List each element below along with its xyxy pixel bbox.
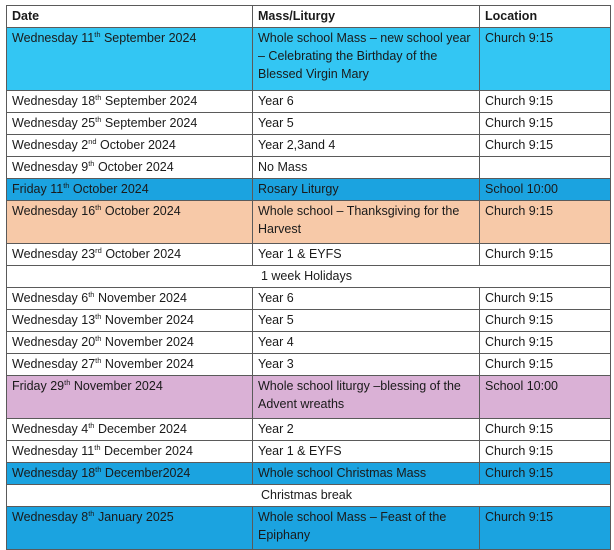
- mass-liturgy-cell: Rosary Liturgy: [253, 179, 480, 201]
- table-row: [7, 485, 611, 507]
- date-main: Wednesday 18: [12, 94, 96, 108]
- date-cell: [7, 310, 253, 332]
- date-month-year: December 2024: [94, 422, 187, 436]
- header-row: [7, 6, 611, 28]
- date-main: Wednesday 8: [12, 510, 89, 524]
- date-ordinal-suffix: th: [95, 114, 102, 124]
- table-row: [7, 157, 611, 179]
- date-cell: [7, 463, 253, 485]
- mass-liturgy-cell: Year 2,3and 4: [253, 135, 480, 157]
- location-cell: School 10:00: [480, 376, 611, 419]
- date-main: Friday 11: [12, 182, 64, 196]
- table-row: [7, 113, 611, 135]
- table-row: [7, 376, 611, 419]
- mass-liturgy-cell: Year 6: [253, 288, 480, 310]
- mass-liturgy-cell: Year 1 & EYFS: [253, 244, 480, 266]
- date-cell: [7, 179, 253, 201]
- date-month-year: October 2024: [69, 182, 149, 196]
- table-row: [7, 135, 611, 157]
- header-mass-liturgy: Mass/Liturgy: [253, 6, 480, 28]
- location-cell: [480, 157, 611, 179]
- location-cell: Church 9:15: [480, 135, 611, 157]
- date-month-year: September 2024: [101, 116, 198, 130]
- date-ordinal-suffix: th: [94, 442, 101, 452]
- date-cell: [7, 332, 253, 354]
- date-main: Wednesday 4: [12, 422, 89, 436]
- location-cell: School 10:00: [480, 179, 611, 201]
- location-cell: Church 9:15: [480, 244, 611, 266]
- date-main: Wednesday 20: [12, 335, 96, 349]
- date-cell: [7, 507, 253, 550]
- location-cell: Church 9:15: [480, 288, 611, 310]
- mass-schedule-table: [6, 5, 611, 550]
- table-row: [7, 332, 611, 354]
- date-ordinal-suffix: nd: [88, 136, 97, 146]
- table-row: [7, 419, 611, 441]
- date-cell: [7, 376, 253, 419]
- table-row: [7, 179, 611, 201]
- date-main: Wednesday 6: [12, 291, 89, 305]
- mass-liturgy-cell: Year 5: [253, 113, 480, 135]
- mass-liturgy-cell: No Mass: [253, 157, 480, 179]
- location-cell: Church 9:15: [480, 310, 611, 332]
- mass-liturgy-cell: Year 6: [253, 91, 480, 113]
- break-cell: Christmas break: [7, 485, 611, 507]
- date-ordinal-suffix: th: [95, 464, 102, 474]
- date-main: Wednesday 16: [12, 204, 96, 218]
- break-cell: 1 week Holidays: [7, 266, 611, 288]
- date-ordinal-suffix: rd: [95, 245, 102, 255]
- date-ordinal-suffix: th: [88, 508, 95, 518]
- date-cell: [7, 244, 253, 266]
- table-row: [7, 288, 611, 310]
- date-cell: [7, 157, 253, 179]
- mass-liturgy-cell: Whole school Christmas Mass: [253, 463, 480, 485]
- date-ordinal-suffix: th: [88, 420, 95, 430]
- date-ordinal-suffix: th: [95, 333, 102, 343]
- date-cell: [7, 441, 253, 463]
- date-month-year: September 2024: [100, 31, 197, 45]
- date-main: Wednesday 18: [12, 466, 96, 480]
- date-main: Wednesday 11: [12, 444, 95, 458]
- date-month-year: November 2024: [94, 291, 187, 305]
- mass-liturgy-cell: Year 2: [253, 419, 480, 441]
- date-cell: [7, 28, 253, 91]
- header-date: Date: [7, 6, 253, 28]
- date-ordinal-suffix: th: [88, 289, 95, 299]
- date-main: Wednesday 2: [12, 138, 89, 152]
- mass-liturgy-cell: Year 1 & EYFS: [253, 441, 480, 463]
- table-row: [7, 201, 611, 244]
- date-ordinal-suffix: th: [88, 158, 95, 168]
- date-main: Wednesday 27: [12, 357, 96, 371]
- date-ordinal-suffix: th: [94, 29, 101, 39]
- mass-liturgy-cell: Whole school Mass – new school year – Celebrating the Birthday of the Blessed Virgin Mary: [253, 28, 480, 91]
- date-month-year: December 2024: [100, 444, 193, 458]
- date-month-year: October 2024: [94, 160, 174, 174]
- date-cell: [7, 354, 253, 376]
- date-month-year: November 2024: [101, 313, 194, 327]
- date-ordinal-suffix: th: [95, 311, 102, 321]
- date-ordinal-suffix: th: [63, 180, 70, 190]
- date-cell: [7, 91, 253, 113]
- date-ordinal-suffix: th: [95, 355, 102, 365]
- date-main: Wednesday 11: [12, 31, 95, 45]
- date-main: Wednesday 23: [12, 247, 96, 261]
- location-cell: Church 9:15: [480, 354, 611, 376]
- date-month-year: January 2025: [94, 510, 174, 524]
- date-month-year: November 2024: [101, 357, 194, 371]
- date-month-year: November 2024: [101, 335, 194, 349]
- table-row: [7, 266, 611, 288]
- mass-liturgy-cell: Whole school liturgy –blessing of the Advent wreaths: [253, 376, 480, 419]
- date-month-year: October 2024: [101, 247, 182, 261]
- table-row: [7, 91, 611, 113]
- date-ordinal-suffix: th: [95, 92, 102, 102]
- mass-liturgy-cell: Whole school Mass – Feast of the Epiphany: [253, 507, 480, 550]
- location-cell: Church 9:15: [480, 332, 611, 354]
- date-main: Wednesday 9: [12, 160, 89, 174]
- location-cell: Church 9:15: [480, 441, 611, 463]
- date-ordinal-suffix: th: [95, 202, 102, 212]
- date-cell: [7, 113, 253, 135]
- date-month-year: October 2024: [96, 138, 176, 152]
- date-cell: [7, 419, 253, 441]
- date-month-year: December2024: [101, 466, 191, 480]
- mass-liturgy-cell: Year 5: [253, 310, 480, 332]
- table-row: [7, 507, 611, 550]
- location-cell: Church 9:15: [480, 419, 611, 441]
- table-row: [7, 463, 611, 485]
- location-cell: Church 9:15: [480, 201, 611, 244]
- date-cell: [7, 201, 253, 244]
- location-cell: Church 9:15: [480, 113, 611, 135]
- date-main: Friday 29: [12, 379, 65, 393]
- date-cell: [7, 288, 253, 310]
- location-cell: Church 9:15: [480, 507, 611, 550]
- table-row: [7, 310, 611, 332]
- mass-liturgy-cell: Whole school – Thanksgiving for the Harvest: [253, 201, 480, 244]
- date-ordinal-suffix: th: [64, 377, 71, 387]
- mass-liturgy-cell: Year 3: [253, 354, 480, 376]
- location-cell: Church 9:15: [480, 91, 611, 113]
- date-cell: [7, 135, 253, 157]
- location-cell: Church 9:15: [480, 463, 611, 485]
- location-cell: Church 9:15: [480, 28, 611, 91]
- header-location: Location: [480, 6, 611, 28]
- table-row: [7, 28, 611, 91]
- table-row: [7, 244, 611, 266]
- date-main: Wednesday 13: [12, 313, 96, 327]
- date-month-year: November 2024: [70, 379, 163, 393]
- table-row: [7, 354, 611, 376]
- date-main: Wednesday 25: [12, 116, 96, 130]
- date-month-year: September 2024: [101, 94, 198, 108]
- mass-liturgy-cell: Year 4: [253, 332, 480, 354]
- date-month-year: October 2024: [101, 204, 181, 218]
- table-row: [7, 441, 611, 463]
